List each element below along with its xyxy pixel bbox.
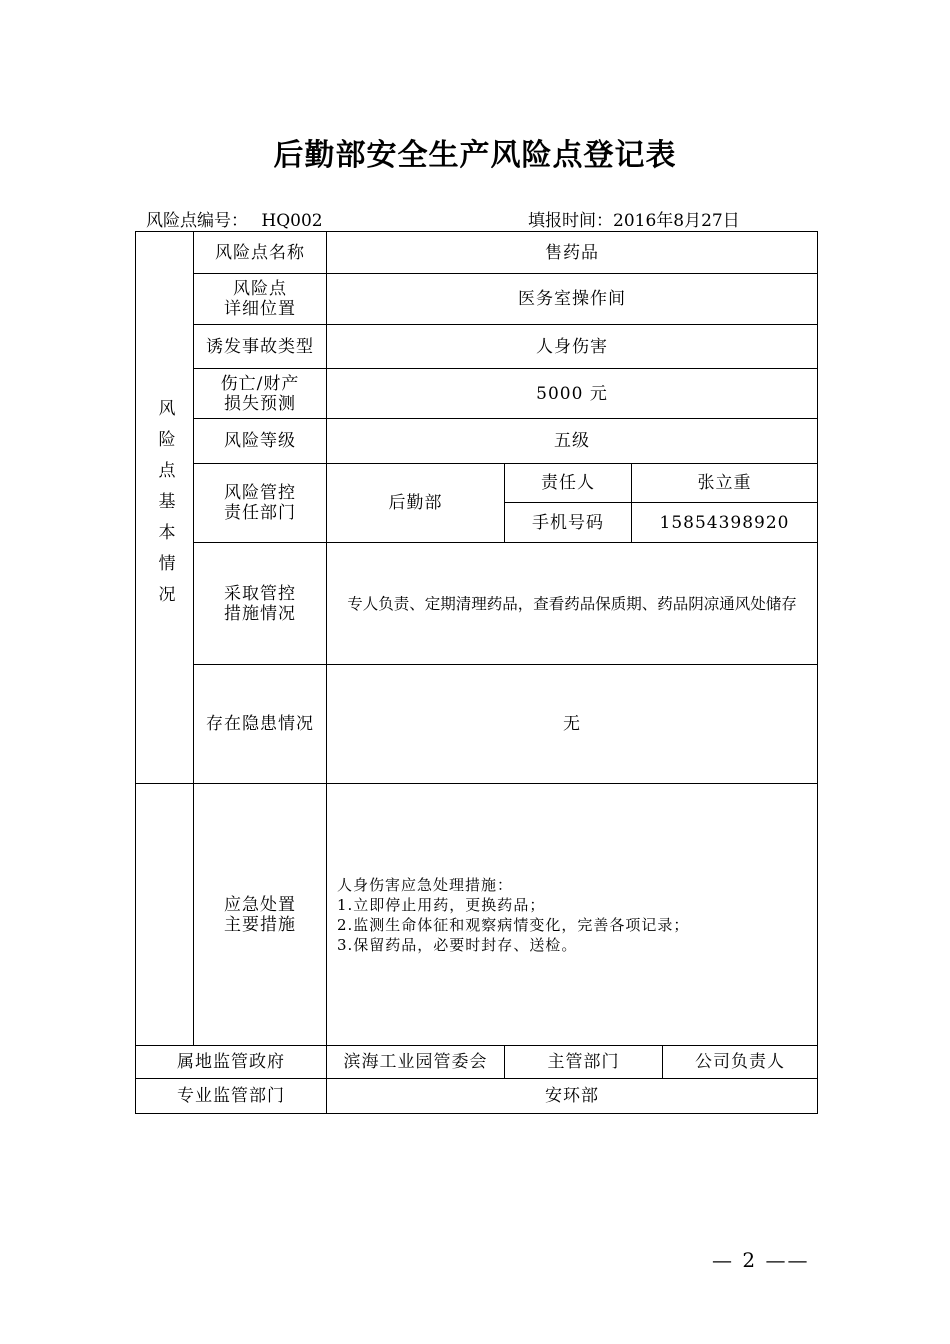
dept-label-line2: 责任部门 — [224, 503, 296, 523]
control-label-line2: 措施情况 — [224, 603, 296, 624]
row-control — [136, 543, 818, 665]
emergency-spacer — [136, 784, 194, 1046]
person-label: 责任人 — [505, 464, 632, 503]
hazard-value: 无 — [327, 665, 818, 784]
emergency-label — [194, 784, 327, 1046]
location-label — [194, 274, 327, 325]
location-label-line1: 风险点 — [233, 279, 287, 299]
risk-number-label: 风险点编号： — [146, 211, 248, 231]
row-dept-person — [136, 464, 818, 503]
dept-value: 后勤部 — [327, 464, 505, 543]
report-time — [528, 206, 740, 231]
section-label: 风险点基本情况 — [154, 399, 175, 616]
emergency-line-3: 3.保留药品，必要时封存、送检。 — [337, 935, 578, 954]
person-value: 张立重 — [632, 464, 818, 503]
location-label-line2: 详细位置 — [224, 299, 296, 319]
row-emergency — [136, 784, 818, 1046]
report-time-value: 2016年8月27日 — [613, 211, 740, 231]
emergency-measures — [327, 784, 818, 1046]
emergency-label-line2: 主要措施 — [224, 914, 296, 935]
row-pro-dept — [136, 1079, 818, 1114]
control-value: 专人负责、定期清理药品，查看药品保质期、药品阴凉通风处储存 — [327, 543, 818, 665]
emergency-line-1: 1.立即停止用药，更换药品； — [337, 895, 546, 914]
control-label — [194, 543, 327, 665]
section-label-cell — [136, 232, 194, 784]
row-loss — [136, 369, 818, 419]
row-hazard — [136, 665, 818, 784]
dept-label — [194, 464, 327, 543]
risk-number — [146, 206, 323, 231]
risk-register-table — [135, 231, 818, 1114]
location-value: 医务室操作间 — [327, 274, 818, 325]
emergency-label-line1: 应急处置 — [224, 894, 296, 915]
loss-label — [194, 369, 327, 419]
main-dept-label: 主管部门 — [505, 1046, 663, 1079]
gov-value: 滨海工业园管委会 — [327, 1046, 505, 1079]
row-accident-type — [136, 325, 818, 369]
row-name — [136, 232, 818, 274]
row-gov — [136, 1046, 818, 1079]
phone-value: 15854398920 — [632, 503, 818, 543]
accident-type-label: 诱发事故类型 — [194, 325, 327, 369]
level-value: 五级 — [327, 419, 818, 464]
name-label: 风险点名称 — [194, 232, 327, 274]
company-head-label: 公司负责人 — [663, 1046, 818, 1079]
name-value: 售药品 — [327, 232, 818, 274]
page-title: 后勤部安全生产风险点登记表 — [273, 138, 677, 173]
loss-label-line1: 伤亡/财产 — [220, 373, 300, 394]
page-number: — 2 —— — [712, 1248, 810, 1272]
emergency-line-2: 2.监测生命体征和观察病情变化，完善各项记录； — [337, 915, 690, 934]
row-location — [136, 274, 818, 325]
level-label: 风险等级 — [194, 419, 327, 464]
accident-type-value: 人身伤害 — [327, 325, 818, 369]
report-time-label: 填报时间： — [528, 211, 613, 231]
row-level — [136, 419, 818, 464]
risk-number-value: HQ002 — [261, 211, 323, 231]
emergency-line-0: 人身伤害应急处理措施： — [337, 875, 514, 894]
pro-dept-value: 安环部 — [327, 1079, 818, 1114]
gov-label: 属地监管政府 — [136, 1046, 327, 1079]
loss-label-line2: 损失预测 — [224, 393, 296, 414]
control-label-line1: 采取管控 — [224, 583, 296, 604]
phone-label: 手机号码 — [505, 503, 632, 543]
loss-value: 5000 元 — [327, 369, 818, 419]
hazard-label: 存在隐患情况 — [194, 665, 327, 784]
pro-dept-label: 专业监管部门 — [136, 1079, 327, 1114]
dept-label-line1: 风险管控 — [224, 483, 296, 503]
